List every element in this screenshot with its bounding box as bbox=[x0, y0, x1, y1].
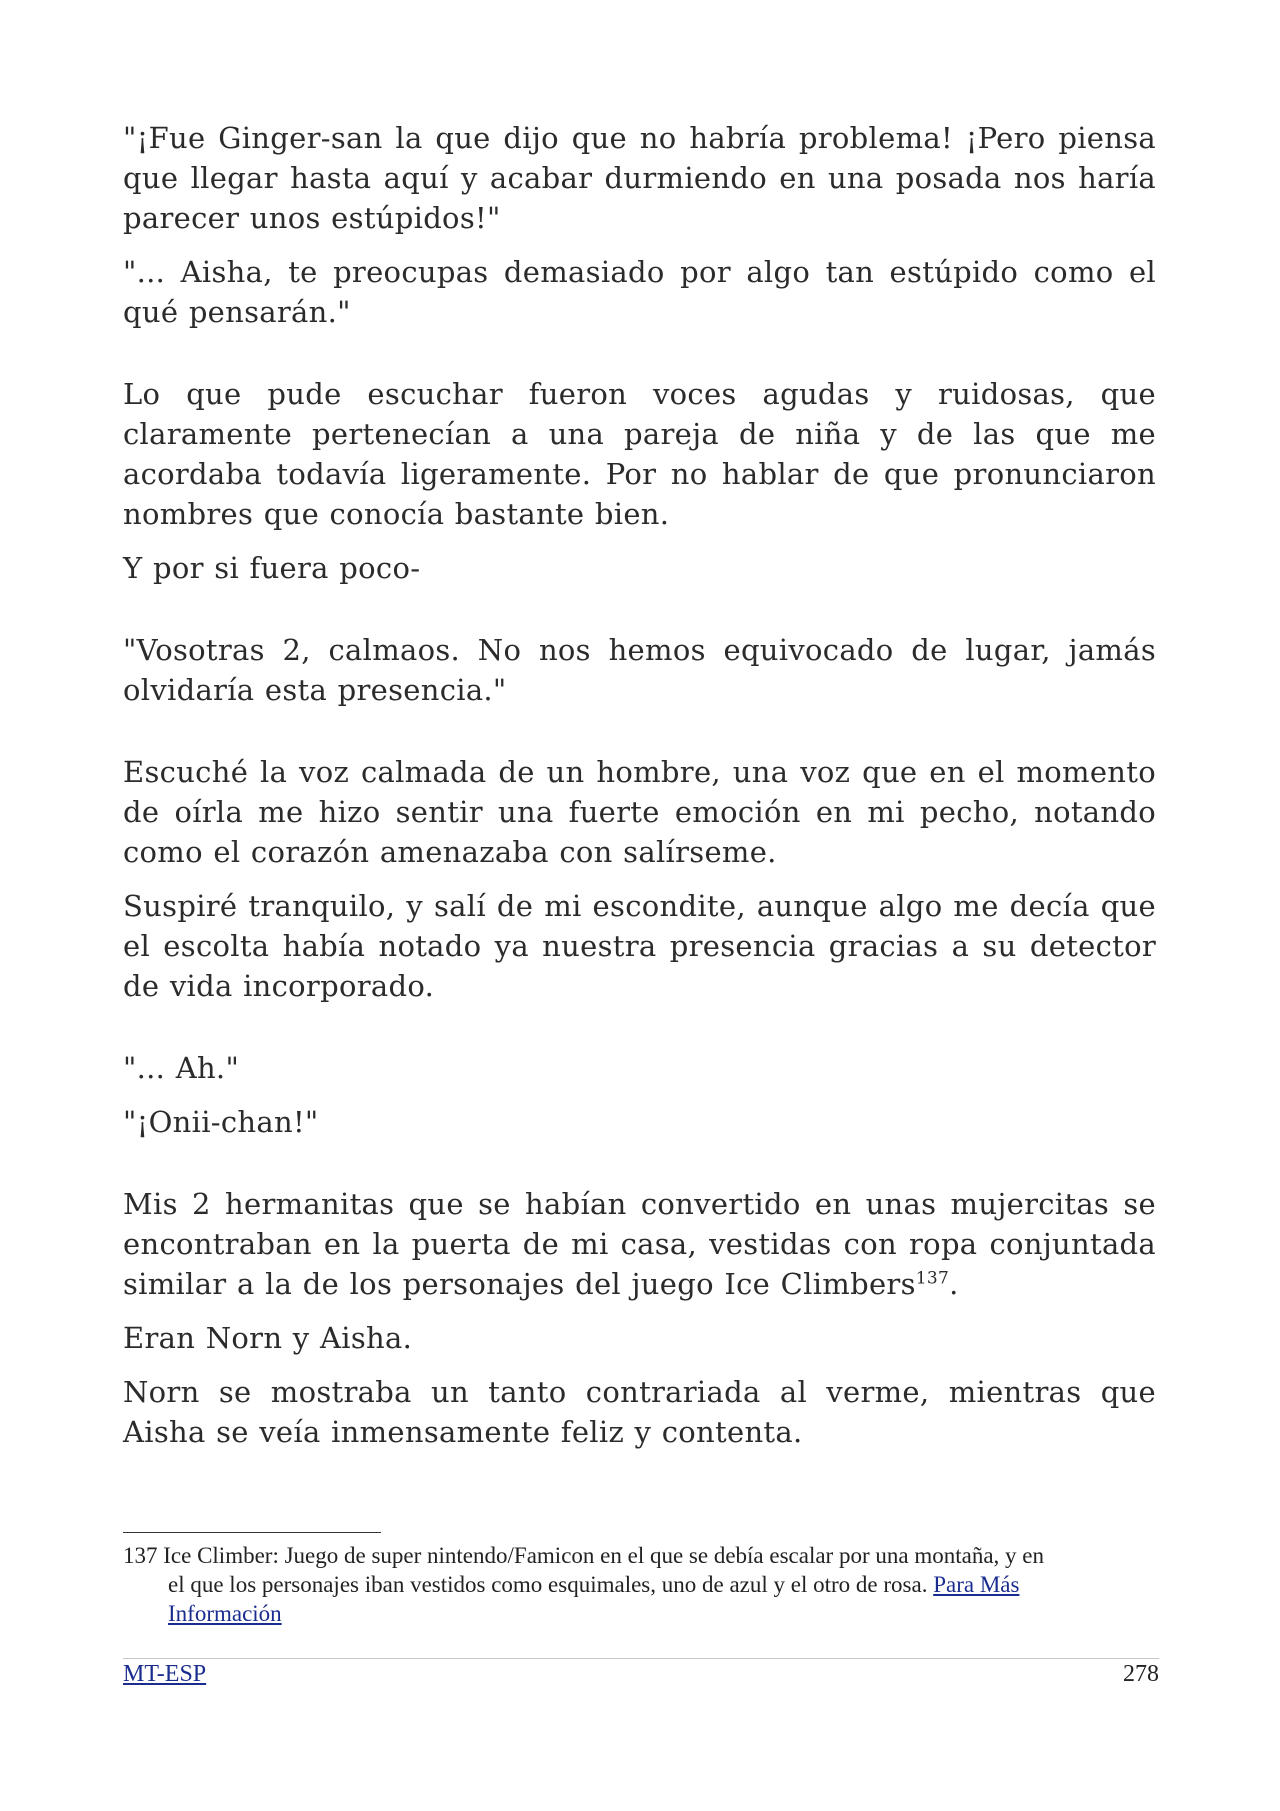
footnote-separator bbox=[123, 1532, 381, 1533]
paragraph-narration-short: Y por si fuera poco- bbox=[123, 551, 421, 585]
footnote-line-1 bbox=[123, 1541, 1159, 1570]
footnote-text-1: Ice Climber: Juego de super nintendo/Famicon en el que se debía escalar por una montaña, y en bbox=[163, 1543, 1044, 1568]
page-number: 278 bbox=[1123, 1661, 1159, 1687]
footnote-reference[interactable]: 137 bbox=[915, 1268, 950, 1289]
footer-site-link[interactable]: MT-ESP bbox=[123, 1661, 207, 1687]
paragraph-narration-voices: Lo que pude escuchar fueron voces agudas y ruidosas, que claramente pertenecían a una pareja de niña y de las que me acordaba todavía ligeramente. Por no hablar de que pronunciaron nombres que conocía bastante bien. bbox=[123, 377, 1156, 531]
footnote-line-3 bbox=[123, 1599, 1159, 1628]
body-text bbox=[123, 118, 1156, 1466]
paragraph-sisters-text: Mis 2 hermanitas que se habían convertido en unas mujercitas se encontraban en la puerta de mi casa, vestidas con ropa conjuntada similar a la de los personajes del juego Ice Climbers bbox=[123, 1187, 1156, 1301]
footnote-line-2 bbox=[123, 1570, 1159, 1599]
paragraph-narration-sigh: Suspiré tranquilo, y salí de mi escondite, aunque algo me decía que el escolta había notado ya nuestra presencia gracias a su detector de vida incorporado. bbox=[123, 889, 1156, 1003]
paragraph-narration-names: Eran Norn y Aisha. bbox=[123, 1321, 413, 1355]
paragraph-dialogue-onii-chan: "¡Onii-chan!" bbox=[123, 1105, 319, 1139]
footnote-number: 137 bbox=[123, 1543, 158, 1568]
footnote-text-2: el que los personajes iban vestidos como esquimales, uno de azul y el otro de rosa. bbox=[168, 1572, 928, 1597]
paragraph-dialogue-ah: "... Ah." bbox=[123, 1051, 240, 1085]
paragraph-dialogue-man: "Vosotras 2, calmaos. No nos hemos equivocado de lugar, jamás olvidaría esta presencia." bbox=[123, 633, 1156, 707]
footnote-more-info-link[interactable]: Para Más bbox=[933, 1572, 1020, 1597]
paragraph-dialogue-aisha: "¡Fue Ginger-san la que dijo que no habría problema! ¡Pero piensa que llegar hasta aquí y acabar durmiendo en una posada nos haría parecer unos estúpidos!" bbox=[123, 121, 1156, 235]
footnote bbox=[123, 1541, 1159, 1628]
paragraph-narration-sisters bbox=[123, 1184, 1156, 1304]
paragraph-narration-reaction: Norn se mostraba un tanto contrariada al verme, mientras que Aisha se veía inmensamente feliz y contenta. bbox=[123, 1375, 1156, 1449]
paragraph-narration-emotion: Escuché la voz calmada de un hombre, una voz que en el momento de oírla me hizo sentir una fuerte emoción en mi pecho, notando como el corazón amenazaba con salírseme. bbox=[123, 755, 1156, 869]
footer-separator bbox=[123, 1658, 1159, 1659]
paragraph-dialogue-norn: "... Aisha, te preocupas demasiado por algo tan estúpido como el qué pensarán." bbox=[123, 255, 1156, 329]
footnote-more-info-link-cont[interactable]: Información bbox=[168, 1601, 282, 1626]
paragraph-sisters-end: . bbox=[949, 1267, 959, 1301]
